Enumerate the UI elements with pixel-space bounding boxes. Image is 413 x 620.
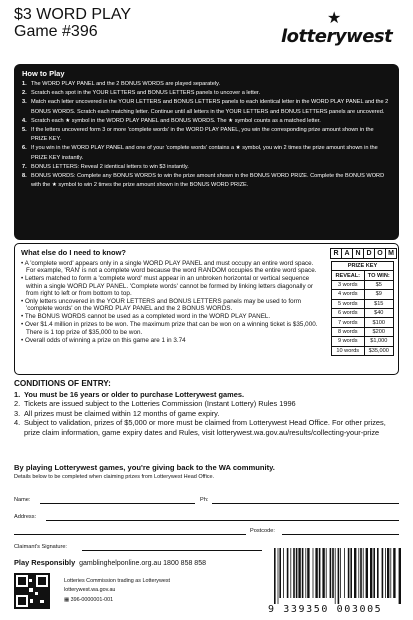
barcode-bar [335, 548, 336, 604]
barcode-bar [382, 548, 384, 598]
play-responsibly [14, 558, 206, 567]
random-letter-box: O [374, 248, 386, 259]
address-field[interactable] [46, 520, 399, 521]
barcode-bar [296, 548, 298, 598]
item-text: If you win in the WORD PLAY PANEL and one of your 'complete words' contains a ★ symbol, you win 2 times the prize amount shown in the PRIZE KEY instantly. [31, 145, 378, 161]
barcode-bar [366, 548, 368, 598]
barcode-bar [393, 548, 395, 598]
prize-key-row [332, 327, 394, 336]
info-bullet: • The BONUS WORDS cannot be used as a completed word in the WORD PLAY PANEL. [21, 313, 271, 321]
barcode-bar [354, 548, 356, 598]
barcode-bar [307, 548, 309, 598]
barcode-bar [305, 548, 306, 598]
condition-text: All prizes must be claimed within 12 months of game expiry. [24, 408, 220, 418]
barcode-bar [330, 548, 332, 598]
barcode-bar [319, 548, 321, 598]
barcode-bar [332, 548, 334, 598]
reveal-cell: 6 words [332, 308, 365, 317]
item-number: 5. [22, 127, 27, 134]
ticket-code-row [64, 596, 170, 605]
address-label: Address: [14, 514, 37, 520]
how-to-play-item [22, 126, 391, 144]
prize-key-row [332, 318, 394, 327]
info-bullet: • Overall odds of winning a prize on this game are 1 in 3.74 [21, 336, 186, 344]
info-bullet: • Letters matched to form a 'complete word' must appear in an unbroken horizontal or vertical sequence within a single WORD PLAY PANEL. 'Complete words' cannot be formed by linking letters diagonally or from right to left or from bottom to top. [21, 275, 313, 298]
item-text: Scratch each ★ symbol in the WORD PLAY PANEL and BONUS WORDS. The ★ symbol counts as a matched letter. [31, 117, 321, 124]
how-to-play-panel [14, 64, 399, 240]
prize-key-row [332, 280, 394, 289]
condition-item [14, 390, 399, 399]
info-bullets [21, 260, 321, 344]
info-bullet: • Over $1.4 million in prizes to be won. The maximum prize that can be won on a winning ticket is $35,000. There is 1 top prize of $35,000 to be won. [21, 321, 318, 336]
conditions-list [14, 390, 399, 437]
how-to-play-heading: How to Play [22, 69, 65, 78]
barcode-bar [298, 548, 300, 598]
prize-key-row [332, 346, 394, 355]
barcode-bar [274, 548, 276, 604]
barcode-number: 9 339350 003005 [268, 604, 383, 615]
item-text: Match each letter uncovered in the YOUR LETTERS and BONUS LETTERS panels to each identical letter in the WORD PLAY PANEL and the 2 BONUS WORDS. Scratch each matching letter. Continue until all letters in the YOUR LETTERS and BONUS LETTERS panels are uncovered. [31, 99, 389, 115]
what-else-heading: What else do I need to know? [21, 248, 127, 257]
reveal-cell: 10 words [332, 346, 365, 355]
random-letter-box: M [385, 248, 397, 259]
how-to-play-item [22, 144, 391, 162]
barcode-bar [315, 548, 317, 598]
item-text: BONUS WORDS: Complete any BONUS WORDS to win the prize amount shown in the BONUS WORD PRIZE. Complete the BONUS WORD with the ★ symbol to win 2 times the prize amount shown in the BONUS WORD PRIZE. [31, 173, 385, 189]
item-text: BONUS LETTERS: Reveal 2 identical letters to win $3 instantly. [31, 163, 189, 170]
barcode [272, 548, 402, 604]
barcode-bar [360, 548, 362, 598]
random-letter-box: N [352, 248, 364, 259]
how-to-play-item [22, 98, 391, 116]
barcode-bar [370, 548, 372, 598]
barcode-bar [287, 548, 289, 598]
random-letter-box: R [330, 248, 342, 259]
reveal-cell: 5 words [332, 299, 365, 308]
condition-number: 4. [14, 418, 21, 428]
barcode-bar [293, 548, 295, 598]
reveal-cell: 8 words [332, 327, 365, 336]
win-cell: $9 [364, 290, 393, 299]
item-number: 3. [22, 99, 27, 106]
reveal-cell: 9 words [332, 337, 365, 346]
qr-code [14, 573, 50, 609]
barcode-bar [363, 548, 364, 598]
conditions-of-entry [14, 379, 399, 437]
condition-number: 3. [14, 408, 21, 418]
barcode-bar [278, 548, 279, 604]
random-word-boxes [331, 248, 397, 259]
reveal-cell: 3 words [332, 280, 365, 289]
barcode-bar [377, 548, 379, 598]
item-text: If the letters uncovered form 3 or more 'complete words' in the WORD PLAY PANEL, you win the corresponding prize amount shown in the PRIZE KEY. [31, 127, 374, 143]
star-icon: ★ [327, 10, 342, 27]
gambling-help-text: gamblinghelponline.org.au 1800 858 858 [79, 560, 206, 567]
how-to-play-item [22, 163, 391, 172]
condition-item [14, 418, 399, 437]
item-number: 7. [22, 163, 27, 170]
name-field[interactable] [40, 503, 195, 504]
condition-item [14, 409, 399, 418]
barcode-bar [350, 548, 352, 598]
barcode-bar [279, 548, 281, 598]
barcode-bar [385, 548, 386, 598]
game-number: Game #396 [14, 23, 98, 40]
how-to-play-item [22, 80, 391, 89]
ticket-code: 396-0000001-001 [70, 596, 114, 603]
reveal-cell: 4 words [332, 290, 365, 299]
logo-text: lotterywest [281, 26, 393, 47]
name-label: Name: [14, 497, 31, 503]
random-letter-box: D [363, 248, 375, 259]
conditions-heading: CONDITIONS OF ENTRY: [14, 379, 111, 388]
condition-number: 1. [14, 390, 21, 399]
wa-community-statement: By playing Lotterywest games, you're giving back to the WA community. [14, 463, 275, 472]
win-cell: $1,000 [364, 337, 393, 346]
how-to-play-item [22, 117, 391, 126]
random-letter-box: A [341, 248, 353, 259]
prize-key-row [332, 290, 394, 299]
info-bullet: • A 'complete word' appears only in a single WORD PLAY PANEL and must occupy an entire word space. For example, 'RAN' is not a complete word because the word RANDOM occupies the entire word space. [21, 260, 317, 275]
signature-field[interactable] [82, 550, 262, 551]
barcode-bar [338, 548, 340, 604]
details-note: Details below to be completed when claiming prizes from Lotterywest Head Office. [14, 474, 215, 480]
postcode-label: Postcode: [250, 528, 275, 534]
prize-key-row [332, 308, 394, 317]
barcode-bar [399, 548, 401, 604]
reveal-cell: 7 words [332, 318, 365, 327]
prize-key-header-win: TO WIN: [364, 271, 393, 280]
condition-number: 2. [14, 399, 21, 409]
lc-trading-name: Lotteries Commission trading as Lotterywest [64, 578, 171, 584]
barcode-bar [348, 548, 350, 598]
how-to-play-item [22, 89, 391, 98]
barcode-bar [283, 548, 284, 598]
win-cell: $5 [364, 280, 393, 289]
item-text: Scratch each spot in the YOUR LETTERS and BONUS LETTERS panels to uncover a letter. [31, 90, 261, 97]
win-cell: $35,000 [364, 346, 393, 355]
prize-key-table [331, 261, 394, 356]
condition-item [14, 399, 399, 408]
info-bullet: • Only letters uncovered in the YOUR LETTERS and BONUS LETTERS panels may be used to form 'complete words' on the WORD PLAY PANEL and the 2 BONUS WORDS. [21, 298, 301, 313]
lc-website: lotterywest.wa.gov.au [64, 587, 116, 594]
ticket-header [14, 6, 131, 40]
postcode-field[interactable] [282, 534, 399, 535]
barcode-bar [358, 548, 359, 598]
barcode-bar [390, 548, 391, 598]
win-cell: $40 [364, 308, 393, 317]
item-text: The WORD PLAY PANEL and the 2 BONUS WORDS are played separately. [31, 81, 221, 87]
win-cell: $15 [364, 299, 393, 308]
phone-label: Ph: [200, 497, 209, 503]
item-number: 8. [22, 173, 27, 180]
condition-text: Tickets are issued subject to the Lotteries Commission (Instant Lottery) Rules 1996 [24, 399, 296, 409]
condition-text: You must be 16 years or older to purchase Lotterywest games. [24, 390, 245, 399]
barcode-bar [302, 548, 304, 598]
phone-field[interactable] [212, 503, 399, 504]
prize-key-header-reveal: REVEAL: [332, 271, 365, 280]
how-to-play-list [22, 80, 391, 190]
barcode-bar [340, 548, 341, 598]
how-to-play-item [22, 172, 391, 190]
condition-text: Subject to validation, prizes of $5,000 or more must be claimed from Lotterywest Head Office. For other prizes, prize claim information, game expiry dates and Rules, visit lotterywest.wa.gov.au/results/collecting-your-prize [24, 418, 386, 437]
win-cell: $100 [364, 318, 393, 327]
barcode-bar [326, 548, 327, 598]
lotteries-commission-info [64, 577, 170, 605]
barcode-small-icon: ▦ [64, 596, 70, 603]
play-responsibly-label: Play Responsibly [14, 558, 76, 567]
what-else-panel [14, 243, 399, 375]
address-line-2[interactable] [14, 534, 246, 535]
barcode-bar [322, 548, 324, 598]
barcode-bar [373, 548, 375, 598]
barcode-bar [344, 548, 345, 598]
ticket-title: $3 WORD PLAY [14, 6, 132, 23]
win-cell: $200 [364, 327, 393, 336]
prize-key-row [332, 299, 394, 308]
prize-key-row [332, 337, 394, 346]
barcode-bar [313, 548, 314, 598]
item-number: 1. [22, 81, 27, 87]
item-number: 2. [22, 90, 27, 97]
signature-label: Claimant's Signature: [14, 544, 67, 550]
barcode-bar [290, 548, 291, 598]
lotterywest-logo [281, 12, 399, 46]
item-number: 4. [22, 117, 27, 124]
prize-key-title: PRIZE KEY [332, 262, 394, 271]
item-number: 6. [22, 145, 27, 152]
barcode-bar [387, 548, 389, 598]
